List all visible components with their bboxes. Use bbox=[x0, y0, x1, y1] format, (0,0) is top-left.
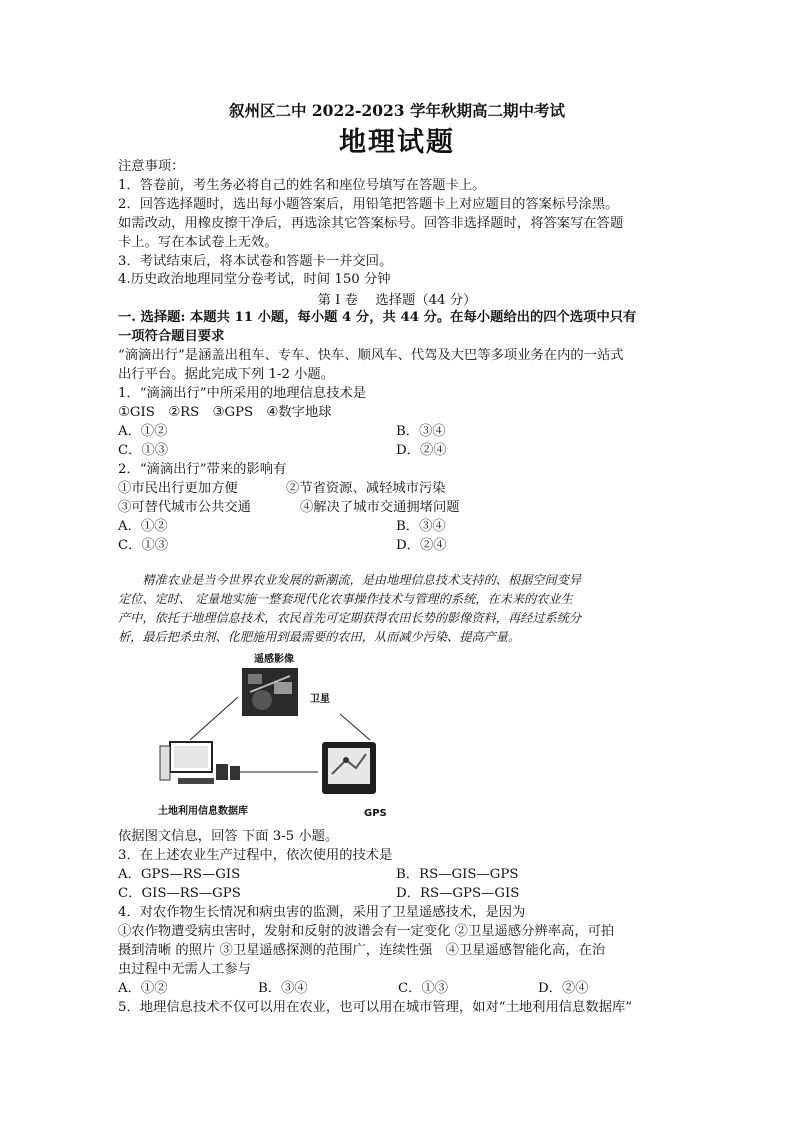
q1-option-d: D．②④ bbox=[396, 443, 447, 458]
agri-tech-diagram bbox=[150, 652, 410, 822]
section-intro-b: 一项符合题目要求 bbox=[118, 329, 225, 344]
passage-line-4: 析，最后把杀虫剂、化肥施用到最需要的农田，从而减少污染、提高产量。 bbox=[118, 630, 521, 644]
q2-item-2: ②节省资源、减轻城市污染 bbox=[286, 481, 446, 496]
notice-item-4: 4.历史政治地理同堂分卷考试，时间 150 分钟 bbox=[118, 272, 391, 287]
figure-label-database: 土地利用信息数据库 bbox=[158, 806, 248, 817]
q4-line-2: 摄到清晰 的照片 ③卫星遥感探测的范围广，连续性强 ④卫星遥感智能化高，在治 bbox=[118, 943, 606, 958]
q2-item-1: ①市民出行更加方便 bbox=[118, 481, 238, 496]
notice-item-2b: 如需改动，用橡皮擦干净后，再选涂其它答案标号。回答非选择题时，将答案写在答题 bbox=[118, 216, 624, 231]
q1-option-b: B．③④ bbox=[396, 424, 446, 439]
section-title: 第 I 卷 选择题（44 分） bbox=[317, 293, 477, 308]
q5-stem: 5．地理信息技术不仅可以用在农业，也可以用在城市管理，如对“土地利用信息数据库” bbox=[118, 1000, 633, 1015]
figure-label-gps: GPS bbox=[364, 808, 387, 819]
passage-line-2: 定位、定时、 定量地实施一整套现代化农事操作技术与管理的系统，在未来的农业生 bbox=[118, 592, 573, 606]
notice-item-2a: 2．回答选择题时，选出每小题答案后，用铅笔把答题卡上对应题目的答案标号涂黑。 bbox=[118, 197, 619, 212]
q2-option-b: B．③④ bbox=[396, 519, 446, 534]
figure-label-satellite: 卫星 bbox=[310, 694, 330, 705]
q3-stem: 3．在上述农业生产过程中，依次使用的技术是 bbox=[118, 848, 393, 863]
q1-items: ①GIS ②RS ③GPS ④数字地球 bbox=[118, 405, 332, 420]
material2-line: 依据图文信息，回答 下面 3-5 小题。 bbox=[118, 829, 339, 844]
figure-label-remote: 遥感影像 bbox=[254, 654, 294, 665]
material1-line-a: “滴滴出行”是涵盖出租车、专车、快车、顺风车、代驾及大巴等多项业务在内的一站式 bbox=[118, 348, 624, 363]
q3-option-a: A．GPS—RS—GIS bbox=[118, 867, 241, 882]
q4-option-a: A．①② bbox=[118, 981, 168, 996]
q1-option-c: C．①③ bbox=[118, 443, 169, 458]
q4-line-1: ①农作物遭受病虫害时，发射和反射的波谱会有一定变化 ②卫星遥感分辨率高，可拍 bbox=[118, 924, 615, 939]
q2-option-c: C．①③ bbox=[118, 538, 169, 553]
q3-option-b: B．RS—GIS—GPS bbox=[396, 867, 519, 882]
subject-title: 地理试题 bbox=[339, 127, 455, 158]
notice-item-2c: 卡上。写在本试卷上无效。 bbox=[118, 235, 278, 250]
q1-stem: 1．“滴滴出行”中所采用的地理信息技术是 bbox=[118, 386, 367, 401]
passage-line-3: 产中，依托于地理信息技术，农民首先可定期获得农田长势的影像资料，再经过系统分 bbox=[118, 611, 582, 625]
satellite-image-icon bbox=[242, 668, 298, 716]
notice-heading: 注意事项： bbox=[118, 159, 185, 174]
computer-icon bbox=[160, 742, 240, 784]
q2-option-d: D．②④ bbox=[396, 538, 447, 553]
q4-stem: 4．对农作物生长情况和病虫害的监测，采用了卫星遥感技术，是因为 bbox=[118, 905, 526, 920]
q2-item-4: ④解决了城市交通拥堵问题 bbox=[300, 500, 460, 515]
q3-option-d: D．RS—GPS—GIS bbox=[396, 886, 520, 901]
agri-tech-figure bbox=[150, 652, 410, 822]
material1-line-b: 出行平台。据此完成下列 1-2 小题。 bbox=[118, 367, 335, 382]
q4-option-c: C．①③ bbox=[398, 981, 449, 996]
link-satellite-database bbox=[190, 697, 238, 740]
notice-item-1: 1．答卷前，考生务必将自己的姓名和座位号填写在答题卡上。 bbox=[118, 178, 486, 193]
q2-stem: 2．“滴滴出行”带来的影响有 bbox=[118, 462, 287, 477]
q1-option-a: A．①② bbox=[118, 424, 168, 439]
q4-line-3: 虫过程中无需人工参与 bbox=[118, 962, 251, 977]
passage-line-1: 精准农业是当今世界农业发展的新潮流，是由地理信息技术支持的、根据空间变异 bbox=[118, 573, 582, 587]
q4-option-d: D．②④ bbox=[538, 981, 589, 996]
gps-device-icon bbox=[322, 742, 376, 794]
q3-option-c: C．GIS—RS—GPS bbox=[118, 886, 241, 901]
q4-option-b: B．③④ bbox=[258, 981, 308, 996]
exam-title: 叙州区二中 2022-2023 学年秋期高二期中考试 bbox=[228, 101, 565, 120]
notice-item-3: 3．考试结束后，将本试卷和答题卡一并交回。 bbox=[118, 254, 393, 269]
q2-option-a: A．①② bbox=[118, 519, 168, 534]
link-satellite-gps bbox=[340, 714, 370, 740]
q2-item-3: ③可替代城市公共交通 bbox=[118, 500, 251, 515]
section-intro-a: 一. 选择题: 本题共 11 小题，每小题 4 分，共 44 分。在每小题给出的四个选项中只有 bbox=[118, 310, 637, 325]
